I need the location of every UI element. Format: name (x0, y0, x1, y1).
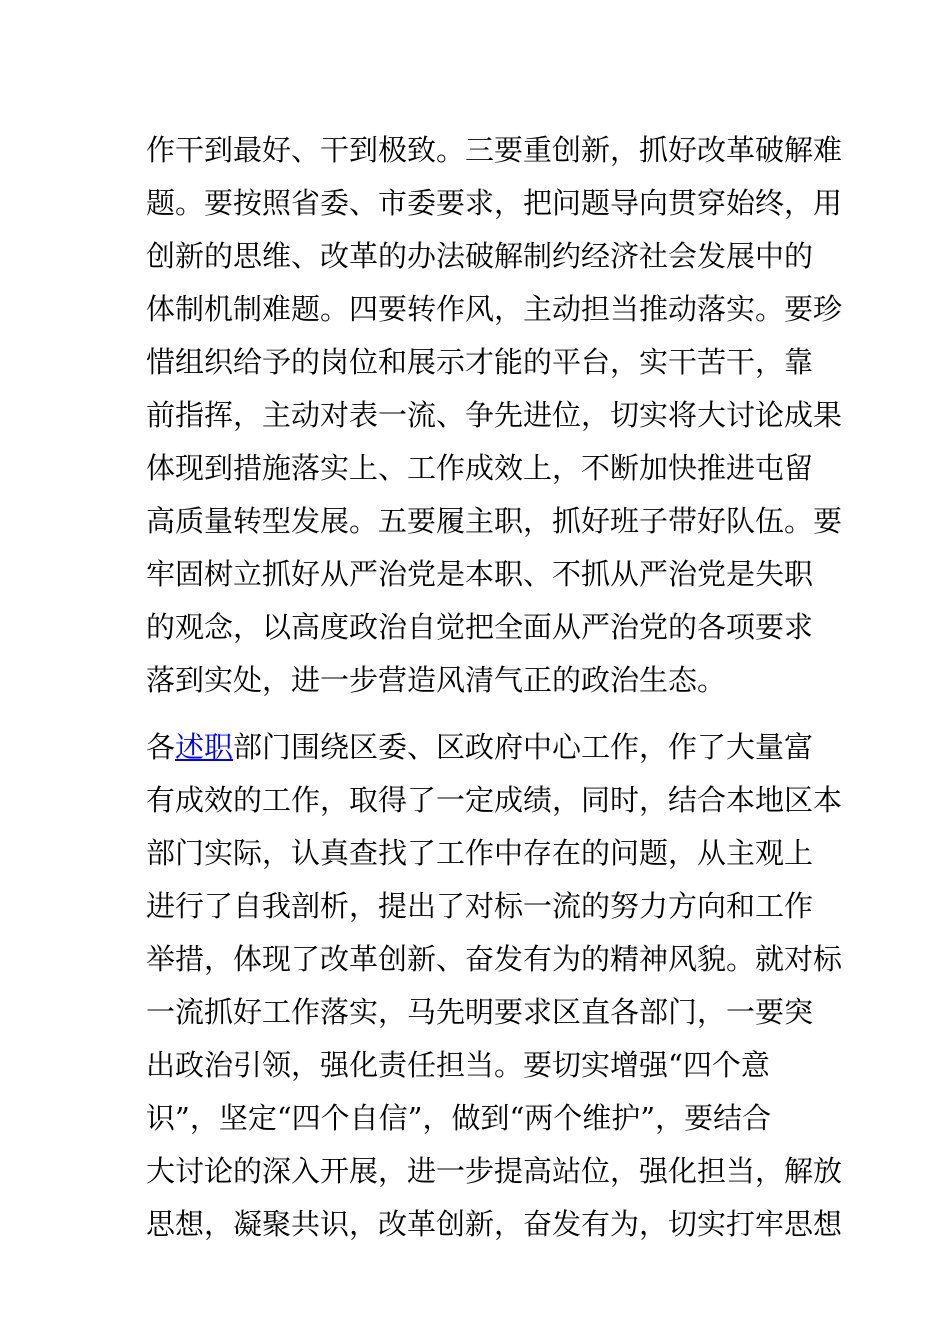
text-line: 体现到措施落实上、工作成效上，不断加快推进屯留 (146, 451, 814, 485)
text-line: 识”，坚定“四个自信”，做到“两个维护”，要结合 (146, 1101, 772, 1135)
text-segment: 部门围绕区委、区政府中心工作，作了大量富 (233, 730, 814, 764)
text-line: 牢固树立抓好从严治党是本职、不抓从严治党是失职 (146, 557, 814, 591)
text-line: 题。要按照省委、市委要求，把问题导向贯穿始终，用 (146, 186, 843, 220)
paragraph-2 (146, 721, 843, 1251)
text-line: 惜组织给予的岗位和展示才能的平台，实干苦干，靠 (146, 345, 814, 379)
text-line: 大讨论的深入开展，进一步提高站位，强化担当，解放 (146, 1154, 843, 1188)
text-line: 作干到最好、干到极致。三要重创新，抓好改革破解难 (146, 133, 843, 167)
text-line: 一流抓好工作落实，马先明要求区直各部门，一要突 (146, 995, 814, 1029)
text-line: 举措，体现了改革创新、奋发有为的精神风貌。就对标 (146, 942, 843, 976)
text-line: 创新的思维、改革的办法破解制约经济社会发展中的 (146, 239, 814, 273)
text-line: 前指挥，主动对表一流、争先进位，切实将大讨论成果 (146, 398, 843, 432)
text-line: 思想，凝聚共识，改革创新，奋发有为，切实打牢思想 (146, 1207, 843, 1241)
text-line: 体制机制难题。四要转作风，主动担当推动落实。要珍 (146, 292, 843, 326)
shuzhi-link[interactable]: 述职 (175, 730, 234, 764)
text-line: 出政治引领，强化责任担当。要切实增强“四个意 (146, 1048, 770, 1082)
text-line: 高质量转型发展。五要履主职，抓好班子带好队伍。要 (146, 504, 843, 538)
text-line-with-link (146, 721, 816, 774)
text-line: 有成效的工作，取得了一定成绩，同时，结合本地区本 (146, 783, 843, 817)
text-segment: 各 (146, 730, 176, 764)
text-line: 部门实际，认真查找了工作中存在的问题，从主观上 (146, 836, 814, 870)
text-line: 落到实处，进一步营造风清气正的政治生态。 (146, 663, 727, 697)
text-line: 进行了自我剖析，提出了对标一流的努力方向和工作 (146, 889, 814, 923)
text-line: 的观念，以高度政治自觉把全面从严治党的各项要求 (146, 610, 814, 644)
paragraph-1 (146, 124, 843, 707)
